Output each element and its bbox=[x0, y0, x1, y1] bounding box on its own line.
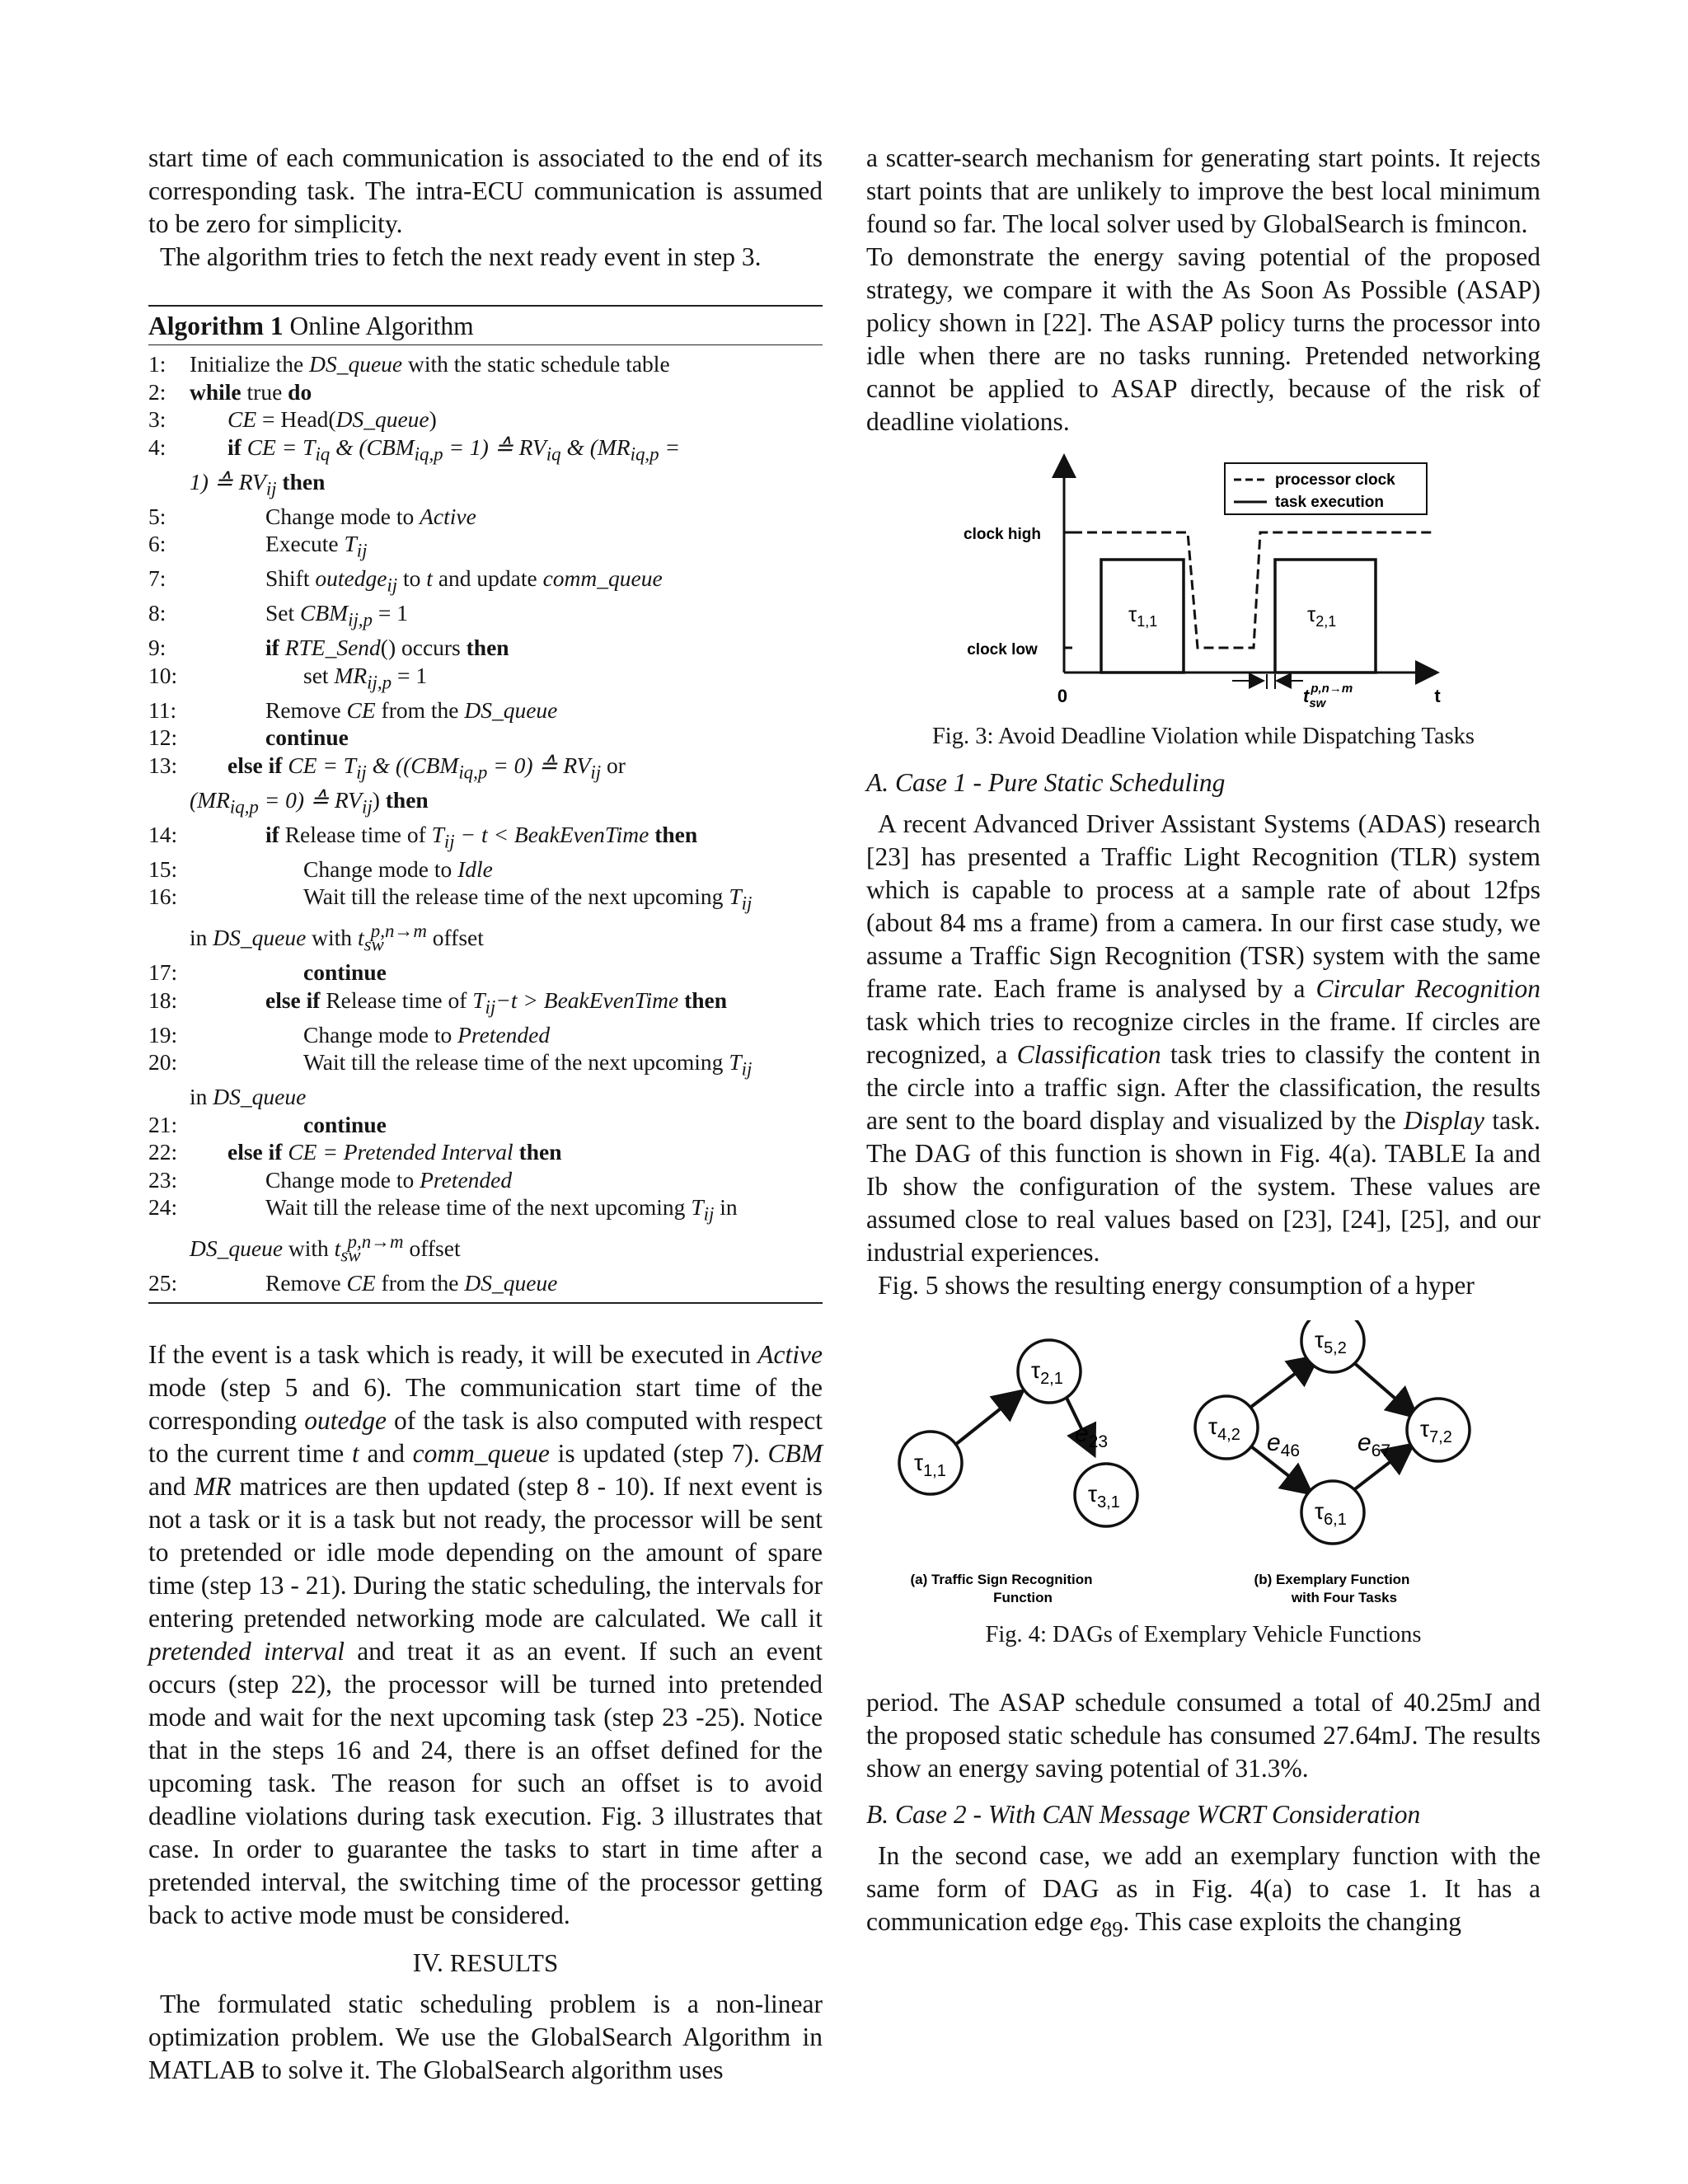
algorithm-line: 14: if Release time of $T_{ij} - t$ < BeakEvenTime then bbox=[148, 821, 698, 851]
edge-label-e46: $e_{46}$ bbox=[1267, 1429, 1301, 1460]
label-tau-7-2: $\tau_{7,2}$ bbox=[1420, 1416, 1452, 1446]
algorithm-label: Algorithm 1 bbox=[148, 312, 284, 340]
algorithm-line: 11: Remove CE from the DS_queue bbox=[148, 696, 558, 723]
algorithm-line-cont: 1) ≙ $RV_{ij}$ then bbox=[190, 468, 326, 499]
algorithm-line: 3: CE = Head(DS_queue) bbox=[148, 406, 437, 432]
paragraph: a scatter-search mechanism for generating start points. It rejects start points that are unlikely to improve the best local minimum found so far. The local solver used by GlobalSearch is fmincon. bbox=[866, 143, 1540, 238]
left-column bbox=[148, 142, 823, 2087]
subsection-heading: A. Case 1 - Pure Static Scheduling bbox=[866, 768, 1226, 797]
label-tau-4-2: $\tau_{4,2}$ bbox=[1208, 1413, 1240, 1444]
figure-4-caption: Fig. 4: DAGs of Exemplary Vehicle Functions bbox=[985, 1622, 1422, 1647]
algorithm-line: 21: continue bbox=[148, 1111, 387, 1137]
algorithm-title: Online Algorithm bbox=[289, 312, 474, 340]
figure-3-caption: Fig. 3: Avoid Deadline Violation while Dispatching Tasks bbox=[931, 724, 1475, 749]
algorithm-body bbox=[148, 345, 823, 1302]
paragraph: The formulated static scheduling problem is a non-linear optimization problem. We use the GlobalSearch Algorithm in MATLAB to solve it. The GlobalSearch algorithm uses bbox=[148, 1989, 823, 2084]
task-2-1-label: $\tau_{2,1}$ bbox=[1307, 602, 1337, 630]
algorithm-line: 6: Execute $T_{ij}$ bbox=[148, 531, 368, 561]
figure-4-dags bbox=[866, 1320, 1540, 1625]
paragraph: Fig. 5 shows the resulting energy consumption of a hyper bbox=[878, 1271, 1475, 1300]
algorithm-line-cont: DS_queue with $t_{sw}^{p,n\to m}$ offset bbox=[190, 1231, 461, 1266]
label-tau-1-1: $\tau_{1,1}$ bbox=[914, 1450, 946, 1480]
edge-label-e23: $e_{23}$ bbox=[1075, 1420, 1109, 1451]
algorithm-line: 5: Change mode to Active bbox=[148, 503, 476, 529]
algorithm-line: 15: Change mode to Idle bbox=[148, 855, 493, 882]
paragraph: start time of each communication is associated to the end of its corresponding task. The intra-ECU communication is assumed to be zero for simplicity. bbox=[148, 143, 823, 238]
time-axis-label: t bbox=[1434, 686, 1441, 706]
legend-task-execution: task execution bbox=[1275, 494, 1384, 511]
algorithm-line: 24: Wait till the release time of the next upcoming $T_{ij}$ in bbox=[148, 1194, 738, 1225]
paragraph: A recent Advanced Driver Assistant Systems (ADAS) research [23] has presented a Traffic Light Recognition (TLR) system which is capable to process at a sample rate of about 12fps (about 84 ms a frame) from a camera. In our first case study, we assume a Traffic Sign Recognition (TSR) system with the same frame rate. Each frame is analysed by a Circular Recognition task which tries to recognize circles in the frame. If circles are recognized, a Classification task tries to classify the content in the circle into a traffic sign. After the classification, the results are sent to the board display and visualized by the Display task. The DAG of this function is shown in Fig. 4(a). TABLE Ia and Ib show the configuration of the system. These values are assumed close to real values based on [23], [24], [25], and our industrial experiences. bbox=[866, 809, 1540, 1267]
algorithm-line: 25: Remove CE from the DS_queue bbox=[148, 1270, 558, 1296]
algorithm-line: 12: continue bbox=[148, 724, 349, 750]
paragraph: To demonstrate the energy saving potential of the proposed strategy, we compare it with the As Soon As Possible (ASAP) policy shown in [22]. The ASAP policy turns the processor into idle when there are no tasks running. Pretended networking cannot be applied to ASAP directly, because of the risk of deadline violations. bbox=[866, 242, 1540, 436]
label-tau-5-2: $\tau_{5,2}$ bbox=[1315, 1327, 1347, 1357]
subcaption-a-line1: (a) Traffic Sign Recognition bbox=[910, 1572, 1093, 1587]
paragraph: period. The ASAP schedule consumed a total of 40.25mJ and the proposed static schedule has consumed 27.64mJ. The results show an energy saving potential of 31.3%. bbox=[866, 1688, 1541, 1783]
switching-time-label: $t_{sw}p,n\to m$ bbox=[1303, 682, 1353, 710]
subcaption-a-line2: Function bbox=[993, 1590, 1053, 1605]
algorithm-line: 1: Initialize the DS_queue with the static schedule table bbox=[148, 351, 670, 377]
algorithm-line: 13: else if CE = $T_{ij}$ & ($(CBM_{iq,p} = 0)$ ≙ $RV_{ij}$ or bbox=[148, 752, 626, 782]
algorithm-line: 7: Shift outedge$_{ij}$ to t and update comm_queue bbox=[148, 565, 663, 596]
algorithm-line: 19: Change mode to Pretended bbox=[148, 1021, 551, 1047]
algorithm-line: 20: Wait till the release time of the next upcoming $T_{ij}$ bbox=[148, 1049, 753, 1080]
label-tau-6-1: $\tau_{6,1}$ bbox=[1315, 1498, 1347, 1529]
task-1-1-label: $\tau_{1,1}$ bbox=[1128, 602, 1158, 630]
algorithm-line-cont: $(MR_{iq,p} = 0)$ ≙ $RV_{ij}$) then bbox=[190, 786, 429, 817]
paragraph: The algorithm tries to fetch the next ready event in step 3. bbox=[160, 242, 762, 271]
algorithm-line: 2: while true do bbox=[148, 378, 312, 405]
section-heading: IV. RESULTS bbox=[412, 1947, 559, 1977]
algorithm-line: 18: else if Release time of $T_{ij}-t$ > BeakEvenTime then bbox=[148, 987, 728, 1018]
algorithm-line: 8: Set $CBM_{ij,p} = 1$ bbox=[148, 600, 409, 630]
algorithm-line: 16: Wait till the release time of the next upcoming $T_{ij}$ bbox=[148, 883, 753, 914]
algorithm-line: 23: Change mode to Pretended bbox=[148, 1166, 513, 1193]
algorithm-line-cont: in DS_queue bbox=[190, 1084, 307, 1110]
paragraph: In the second case, we add an exemplary function with the same form of DAG as in Fig. 4(a) to case 1. It has a communication edge $e_{89}$. This case exploits the changing bbox=[866, 1841, 1540, 1942]
algorithm-line: 10: set $MR_{ij,p} = 1$ bbox=[148, 662, 428, 692]
paragraph: If the event is a task which is ready, it will be executed in Active mode (step 5 and 6). The communication start time of the corresponding outedge of the task is also computed with respect to the current time t and comm_queue is updated (step 7). CBM and MR matrices are then updated (step 8 - 10). If next event is not a task or it is a task but not ready, the processor will be sent to pretended or idle mode depending on the amount of spare time (step 13 - 21). During the static scheduling, the intervals for entering pretended networking mode are calculated. We call it pretended interval and treat it as an event. If such an event occurs (step 22), the processor will be turned into pretended mode and wait for the next upcoming task (step 23 -25). Notice that in the steps 16 and 24, there is an offset defined for the upcoming task. The reason for such an offset is to avoid deadline violations during task execution. Fig. 3 illustrates that case. In order to guarantee the tasks to start in time after a pretended interval, the switching time of the processor getting back to active mode must be considered. bbox=[148, 1339, 823, 1929]
algorithm-box bbox=[148, 305, 823, 1304]
algorithm-line: 17: continue bbox=[148, 959, 387, 986]
label-tau-3-1: $\tau_{3,1}$ bbox=[1088, 1481, 1120, 1511]
algorithm-line: 22: else if CE = Pretended Interval then bbox=[148, 1139, 562, 1165]
edge-label-e67: $e_{67}$ bbox=[1357, 1429, 1391, 1460]
subcaption-b-line1: (b) Exemplary Function bbox=[1254, 1572, 1410, 1587]
legend-processor-clock: processor clock bbox=[1275, 471, 1395, 489]
right-column bbox=[866, 142, 1540, 1946]
clock-low-label: clock low bbox=[967, 641, 1038, 658]
algorithm-header bbox=[148, 307, 823, 345]
label-tau-2-1: $\tau_{2,1}$ bbox=[1031, 1357, 1063, 1388]
origin-label: 0 bbox=[1057, 686, 1068, 706]
algorithm-line-cont: in DS_queue with $t_{sw}^{p,n\to m}$ offset bbox=[190, 921, 484, 955]
figure-3-timing-diagram bbox=[866, 448, 1540, 720]
subcaption-b-line2: with Four Tasks bbox=[1291, 1590, 1398, 1605]
subsection-heading: B. Case 2 - With CAN Message WCRT Consideration bbox=[866, 1800, 1421, 1829]
algorithm-line: 9: if RTE_Send() occurs then bbox=[148, 635, 509, 660]
clock-high-label: clock high bbox=[964, 526, 1041, 543]
algorithm-line: 4: if CE = $T_{iq}$ & $(CBM_{iq,p} = 1)$ ≙ $RV_{iq}$ & ($MR_{iq,p}$ = bbox=[148, 434, 681, 464]
